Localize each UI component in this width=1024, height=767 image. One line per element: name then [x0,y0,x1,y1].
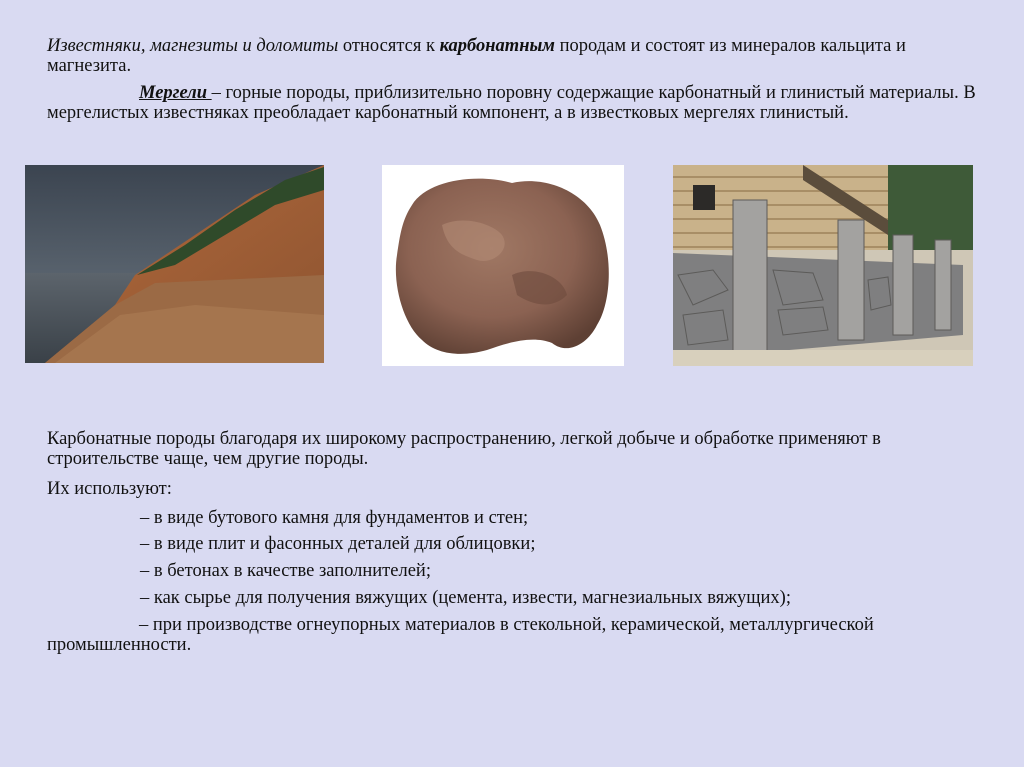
coastal-cliff-photo [25,165,324,363]
intro-text-3: породам и состоят из минералов кальцита и магнезита. [47,36,906,76]
marl-definition: – горные породы, приблизительно поровну содержащие карбонатный и глинистый материалы. В мергелистых известняках преобладает карбонатный компонент, а в известковых мергелях глинистый. [47,83,976,123]
marl-term: Мергели [139,83,212,103]
use-item-1: – в виде бутового камня для фундаментов и стен; [140,508,529,528]
carbonate-usage-paragraph: Карбонатные породы благодаря их широкому распространению, легкой добыче и обработке применяют в строительстве чаще, чем другие породы. [47,429,881,469]
rock-list-italic: Известняки, магнезиты и доломиты [47,36,339,56]
intro-paragraph [47,36,947,76]
use-item-4: – как сырье для получения вяжущих (цемента, извести, магнезиальных вяжущих); [140,588,791,608]
intro-text-2: относятся к [338,36,440,56]
stone-fence-house-photo [673,165,973,366]
carbonate-term: карбонатным [439,36,555,56]
use-item-3: – в бетонах в качестве заполнителей; [140,561,431,581]
use-item-5: – при производстве огнеупорных материалов в стекольной, керамической, металлургической промышленности. [47,615,874,655]
marl-paragraph [47,83,977,123]
marl-rock-photo [382,165,624,366]
use-item-2: – в виде плит и фасонных деталей для облицовки; [140,534,536,554]
uses-intro: Их используют: [47,479,172,499]
